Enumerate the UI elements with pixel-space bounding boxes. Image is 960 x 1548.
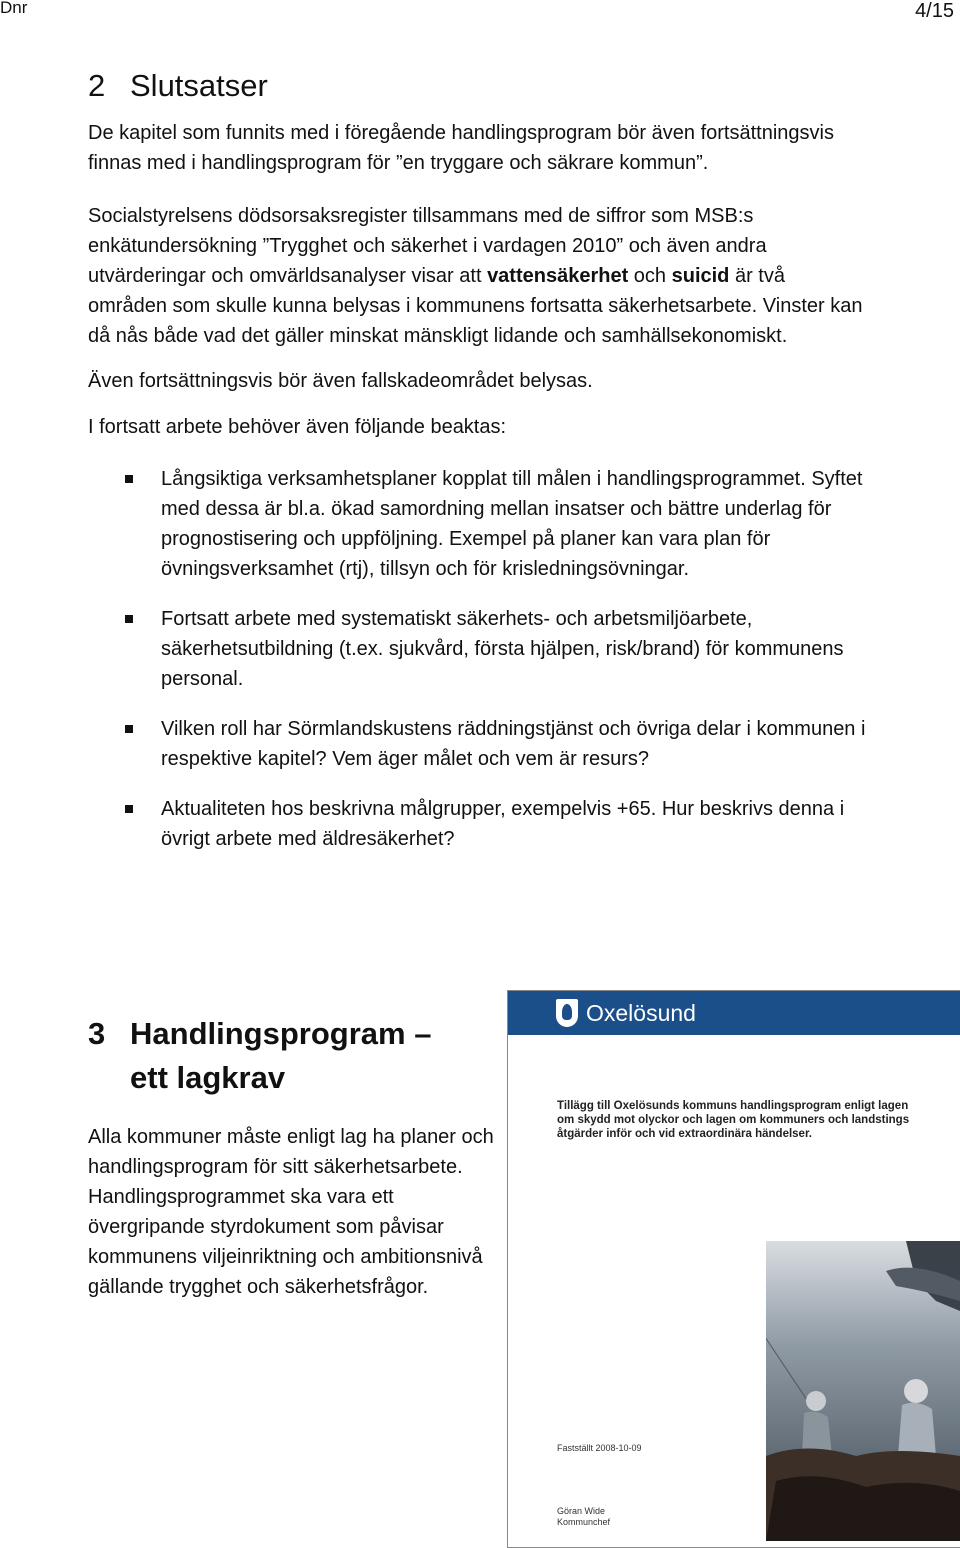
list-item (88, 464, 868, 584)
program-cover-image (507, 990, 960, 1548)
author-name: Göran Wide (557, 1506, 606, 1516)
section-title-line2: ett lagkrav (130, 1060, 286, 1095)
cover-author (557, 1506, 610, 1528)
cover-photo-children-fishing (766, 1241, 960, 1541)
section-conclusions (88, 68, 868, 874)
bullet-square-icon (125, 475, 133, 483)
list-item (88, 714, 868, 774)
municipality-crest-icon (556, 999, 578, 1027)
cover-title: Tillägg till Oxelösunds kommuns handlingsprogram enligt lagen om skydd mot olyckor och lagen om kommuners och landstings åtgärder inför och vid extraordinära händelser. (557, 1100, 910, 1140)
list-item-text: Fortsatt arbete med systematiskt säkerhets- och arbetsmiljöarbete, säkerhetsutbildning (t.ex. sjukvård, första hjälpen, risk/brand) för kommunens personal. (161, 608, 844, 690)
paragraph-text: och (628, 265, 672, 287)
list-item-text: Aktualiteten hos beskrivna målgrupper, exempelvis +65. Hur beskrivs denna i övrigt arbete med äldresäkerhet? (161, 798, 845, 850)
paragraph-considerations: I fortsatt arbete behöver även följande beaktas: (88, 416, 507, 438)
bullet-square-icon (125, 725, 133, 733)
list-item (88, 604, 868, 694)
considerations-list (88, 464, 868, 854)
section-number: 2 (88, 68, 106, 103)
section-heading (88, 68, 868, 104)
section-title-line1: Handlingsprogram – (130, 1016, 432, 1051)
paragraph-text: är två områden som skulle kunna belysas i kommunens fortsatta säkerhetsarbete. Vinster kan då nås både vad det gäller minskat mänskligt lidande och samhällsekonomiskt. (88, 265, 863, 347)
paragraph-statistics (88, 201, 868, 351)
list-item (88, 794, 868, 854)
paragraph-legal: Alla kommuner måste enligt lag ha planer och handlingsprogram för sitt säkerhetsarbete. Handlingsprogrammet ska vara ett övergripande styrdokument som påvisar kommunens viljeinriktning och ambitionsnivå gällande trygghet och säkerhetsfrågor. (88, 1126, 494, 1298)
paragraph-fall-injuries: Även fortsättningsvis bör även fallskadeområdet belysas. (88, 370, 593, 392)
list-item-text: Vilken roll har Sörmlandskustens räddningstjänst och övriga delar i kommunen i respektive kapitel? Vem äger målet och vem är resurs? (161, 718, 866, 770)
adoption-date: Fastställt 2008-10-09 (557, 1443, 642, 1453)
bullet-square-icon (125, 615, 133, 623)
bullet-square-icon (125, 805, 133, 813)
list-item-text: Långsiktiga verksamhetsplaner kopplat till målen i handlingsprogrammet. Syftet med dessa är bl.a. ökad samordning mellan insatser och bättre underlag för prognostisering och uppföljning. Exempel på planer kan vara plan för övningsverksamhet (rtj), tillsyn och för krisledningsövningar. (161, 468, 863, 580)
cover-brand-name: Oxelösund (586, 1000, 696, 1026)
section-heading (88, 1012, 498, 1100)
cover-header-bar (508, 991, 960, 1035)
paragraph-intro: De kapitel som funnits med i föregående handlingsprogram bör även fortsättningsvis finnas med i handlingsprogram för ”en tryggare och säkrare kommun”. (88, 122, 834, 174)
section-title: Slutsatser (130, 68, 268, 103)
section-legal-requirement (88, 1012, 498, 1302)
emphasis-suicide: suicid (671, 265, 730, 287)
section-number: 3 (88, 1016, 106, 1051)
page-number: 4/15 (915, 0, 954, 22)
emphasis-water-safety: vattensäkerhet (487, 265, 629, 287)
paragraph-text: Socialstyrelsens dödsorsaksregister tillsammans med de siffror som MSB:s enkätundersökning ”Trygghet och säkerhet i vardagen 2010” och även andra utvärderingar och omvärldsanalyser visar att (88, 205, 767, 287)
author-role: Kommunchef (557, 1517, 611, 1527)
document-number-label: Dnr (0, 0, 28, 17)
